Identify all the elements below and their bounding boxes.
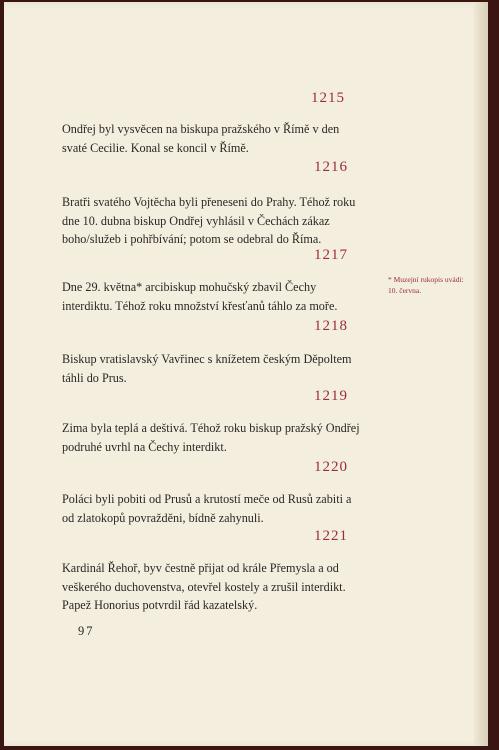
book-page [4, 2, 488, 746]
year-heading-1215: 1215 [311, 90, 345, 106]
entry-text-1216: Bratři svatého Vojtěcha byli přeneseni do Prahy. Téhož roku dne 10. dubna biskup Ondřej vyhlásil v Čechách zákaz boho/služeb i pohřbívání; potom se odebral do Říma. [62, 195, 356, 246]
year-heading-1217: 1217 [314, 247, 348, 263]
year-heading-1221: 1221 [314, 528, 348, 544]
year-heading-1220: 1220 [314, 459, 348, 475]
entry-text-1215: Ondřej byl vysvěcen na biskupa pražského v Římě v den svaté Cecilie. Konal se koncil v Římě. [62, 122, 340, 155]
entry-text-1220: Poláci byli pobiti od Prusů a krutostí meče od Rusů zabiti a od zlatokopů povražděni, bídně zahynuli. [62, 492, 352, 525]
entry-text-1217: Dne 29. května* arcibiskup mohučský zbavil Čechy interdiktu. Téhož roku množství křesťanů táhlo za moře. [62, 280, 338, 313]
margin-footnote: * Muzejní rukopis uvádí: 10. června. [388, 275, 464, 295]
year-heading-1216: 1216 [314, 159, 348, 175]
year-heading-1218: 1218 [314, 318, 348, 334]
page-number: 97 [78, 624, 95, 638]
entry-text-1219: Zima byla teplá a deštivá. Téhož roku biskup pražský Ondřej podruhé uvrhl na Čechy interdikt. [62, 421, 360, 454]
year-heading-1219: 1219 [314, 388, 348, 404]
page-gutter [474, 2, 488, 746]
entry-text-1218: Biskup vratislavský Vavřinec s knížetem českým Děpoltem táhli do Prus. [62, 352, 352, 385]
entry-text-1221: Kardinál Řehoř, byv čestně přijat od krále Přemysla a od veškerého duchovenstva, otevřel kostely a zrušil interdikt. Papež Honorius potvrdil řád kazatelský. [62, 561, 346, 612]
